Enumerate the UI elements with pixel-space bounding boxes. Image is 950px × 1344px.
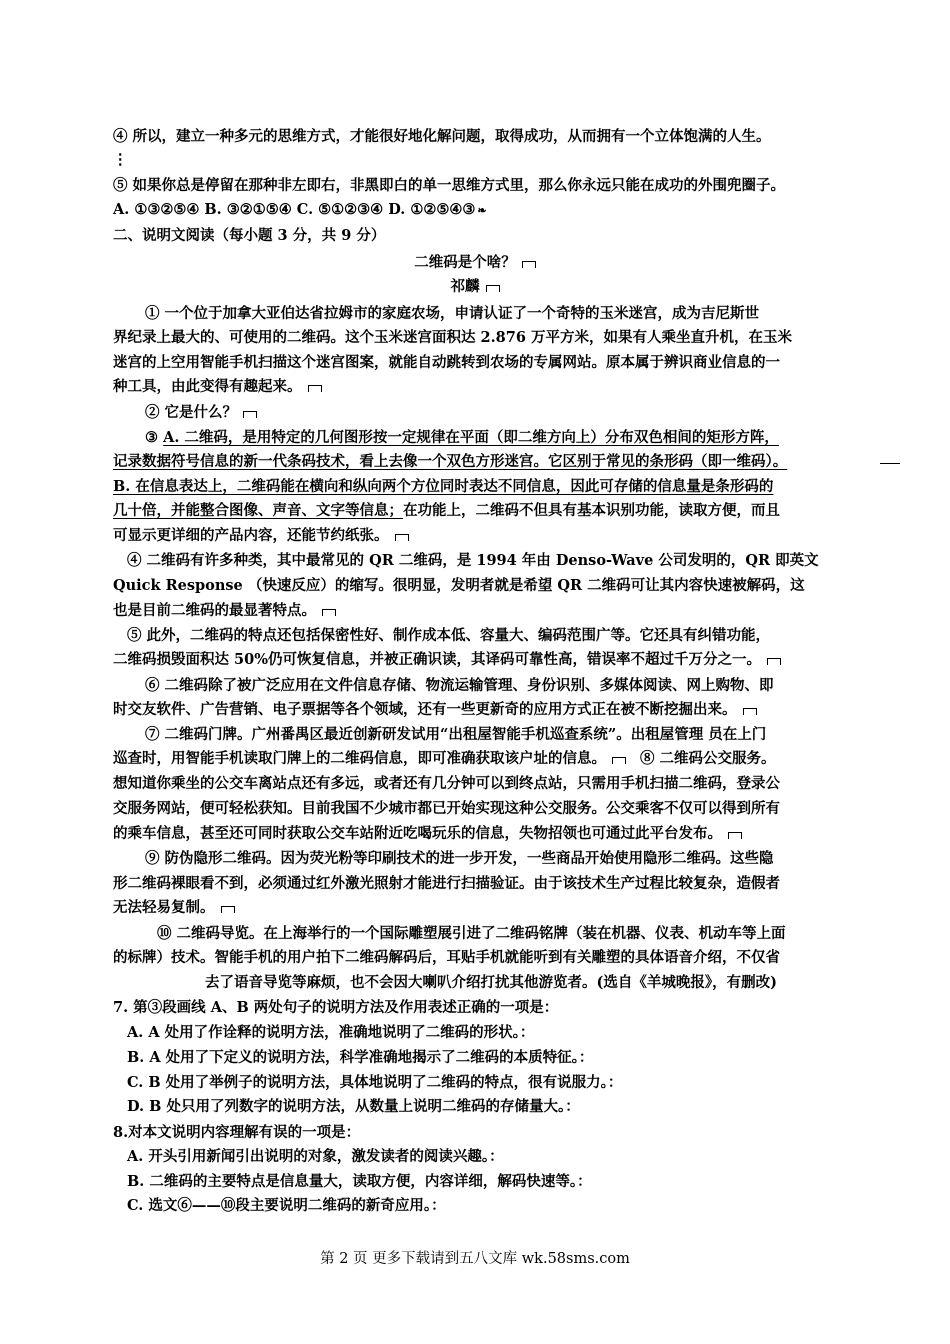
question-7-option-a: A. A 处用了作诠释的说明方法，准确地说明了二维码的形状。： [127,1024,535,1041]
paragraph-1: ① 一个位于加拿大亚伯达省拉姆市的家庭农场，申请认证了一个奇特的玉米迷宫，成为吉尼斯世 [145,305,760,322]
paragraph-mark-icon [322,609,336,616]
text-line: ④ 所以，建立一种多元的思维方式，才能很好地化解问题，取得成功，从而拥有一个立体饱满的人生。 [113,128,771,145]
paragraph-mark-icon [221,906,235,913]
paragraph-4: ④ 二维码有许多种类，其中最常见的 QR 二维码，是 1994 年由 Denso-Wave 公司发明的，QR 即英文 [127,552,819,569]
paragraph-3-end: 可显示更详细的产品内容，还能节约纸张。 [113,527,389,544]
ornament-icon: ❧ [477,204,487,217]
question-8-option-a: A. 开头引用新闻引出说明的对象，激发读者的阅读兴趣。： [127,1148,504,1165]
paragraph-6 [113,700,893,720]
paragraph-7-end: 巡查时，用智能手机读取门牌上的二维码信息，即可准确获取该户址的信息。 [113,750,606,767]
paragraph-8: 交服务网站，便可轻松获知。目前我国不少城市都已开始实现这种公交服务。公交乘客不仅可以得到所有 [113,800,780,817]
paragraph-4-end: 也是目前二维码的最显著特点。 [113,602,316,619]
question-7: 7. 第③段画线 A、B 两处句子的说明方法及作用表述正确的一项是： [113,999,559,1016]
paragraph-mark-icon [743,708,757,715]
text-line [113,150,893,170]
paragraph-1-end: 种工具，由此变得有趣起来。 [113,378,302,395]
paragraph-2-text: ② 它是什么？ [145,404,238,421]
paragraph-9 [113,898,893,918]
paragraph-8-end: 的乘车信息，甚至还可同时获取公交车站附近吃喝玩乐的信息，失物招领也可通过此平台发布。 [113,825,722,842]
paragraph-mark-icon [395,534,409,541]
paragraph-6-end: 时交友软件、广告营销、电子票据等各个领域，还有一些更新奇的应用方式正在被不断挖掘出来。 [113,701,737,718]
paragraph-7: ⑦ 二维码门牌。广州番禺区最近创新研发试用“出租屋智能手机巡查系统”。出租屋管理 员在上门 [145,726,767,743]
paragraph-1 [113,377,893,397]
question-8-option-b: B. 二维码的主要特点是信息量大，读取方便，内容详细，解码快速等。： [127,1173,592,1190]
paragraph-9: 形二维码裸眼看不到，必须通过红外激光照射才能进行扫描验证。由于该技术生产过程比较复杂，造假者 [113,875,780,892]
paragraph-7 [113,749,893,769]
paragraph-1: 界纪录上最大的、可使用的二维码。这个玉米迷宫面积达 2.876 万平方米，如果有人乘坐直升机，在玉米 [113,329,792,346]
paragraph-4 [113,601,893,621]
question-7-option-b: B. A 处用了下定义的说明方法，科学准确地揭示了二维码的本质特征。： [127,1049,594,1066]
underlined-sentence-b: 几十倍，并能整合图像、声音、文字等信息； [113,502,403,519]
paragraph-3 [113,526,893,546]
page-footer: 第 2 页 更多下载请到五八文库 wk.58sms.com [320,1251,630,1267]
question-7-option-c: C. B 处用了举例子的说明方法，具体地说明了二维码的特点，很有说服力。： [127,1074,623,1091]
article-title [0,253,950,273]
paragraph-9-end: 无法轻易复制。 [113,899,215,916]
paragraph-mark-icon [522,261,536,268]
paragraph-1: 迷宫的上空用智能手机扫描这个迷宫图案，就能自动跳转到农场的专属网站。原本属于辨识商业信息的一 [113,354,780,371]
article-title-text: 二维码是个啥？ [414,254,516,271]
paragraph-3-text: 在功能上，二维码不但具有基本识别功能，读取方便，而且 [403,502,780,519]
paragraph-3 [113,501,893,521]
article-author-text: 祁麟 [450,278,480,295]
paragraph-3 [113,452,893,472]
options-text: A. ①③②⑤④ B. ③②①⑤④ C. ⑤①②③④ D. ①②⑤④③ [113,201,476,218]
paragraph-8 [113,824,893,844]
paragraph-4: Quick Response （快速反应）的缩写。很明显，发明者就是希望 QR 二维码可让其内容快速被解码，这 [113,577,805,594]
section-heading: 二、说明文阅读（每小题 3 分，共 9 分） [113,227,386,244]
paragraph-mark-icon [243,411,257,418]
paragraph-mark-icon [728,832,742,839]
paragraph-10: 去了语音导览等麻烦，也不会因大喇叭介绍打扰其他游览者。(选自《羊城晚报》，有删改) [205,974,777,991]
paragraph-6: ⑥ 二维码除了被广泛应用在文件信息存储、物流运输管理、身份识别、多媒体阅读、网上购物、即 [145,677,774,694]
paragraph-10: ⑩ 二维码导览。在上海举行的一个国际雕塑展引进了二维码铭牌（装在机器、仪表、机动车等上面 [157,925,786,942]
paragraph-5 [113,650,893,670]
paragraph-mark-icon [612,757,626,764]
underline-extension [880,463,900,464]
paragraph-5: ⑤ 此外，二维码的特点还包括保密性好、制作成本低、容量大、编码范围广等。它还具有纠错功能， [127,627,771,644]
paragraph-9: ⑨ 防伪隐形二维码。因为荧光粉等印刷技术的进一步开发，一些商品开始使用隐形二维码。这些隐 [145,850,774,867]
paragraph-8-start: ⑧ 二维码公交服务。 [640,750,776,767]
question-7-option-d: D. B 处只用了列数字的说明方法，从数量上说明二维码的存储量大。： [127,1098,580,1115]
paragraph-mark-icon [308,385,322,392]
paragraph-number: ③ [145,429,164,446]
paragraph-5-end: 二维码损毁面积达 50%仍可恢复信息，并被正确识读，其译码可靠性高，错误率不超过千万分之一。 [113,651,762,668]
paragraph-mark-icon [767,658,781,665]
answer-options [113,200,893,221]
underlined-sentence-b: B. 在信息表达上，二维码能在横向和纵向两个方位同时表达不同信息，因此可存储的信息量是条形码的 [113,478,774,495]
paragraph-3 [145,428,925,448]
question-8-option-c: C. 选文⑥——⑩段主要说明二维码的新奇应用。： [127,1197,446,1214]
paragraph-8: 想知道你乘坐的公交车离站点还有多远，或者还有几分钟可以到终点站，只需用手机扫描二维码，登录公 [113,775,780,792]
underlined-sentence-a: A. 二维码，是用特定的几何图形按一定规律在平面（即二维方向上）分布双色相间的矩形方阵， [163,429,779,446]
paragraph-2 [145,403,925,423]
paragraph-3 [113,477,893,497]
question-8: 8.对本文说明内容理解有误的一项是： [113,1124,361,1141]
underlined-sentence-a: 记录数据符号信息的新一代条码技术，看上去像一个双色方形迷宫。它区别于常见的条形码（即一维码）。 [113,453,788,470]
ellipsis-mark: ⋮ [113,151,128,168]
paragraph-mark-icon [486,285,500,292]
paragraph-10: 的标牌）技术。智能手机的用户拍下二维码解码后，耳贴手机就能听到有关雕塑的具体语音介绍，不仅省 [113,949,780,966]
text-line: ⑤ 如果你总是停留在那种非左即右，非黑即白的单一思维方式里，那么你永远只能在成功的外围兜圈子。 [113,177,786,194]
article-author [0,277,950,297]
